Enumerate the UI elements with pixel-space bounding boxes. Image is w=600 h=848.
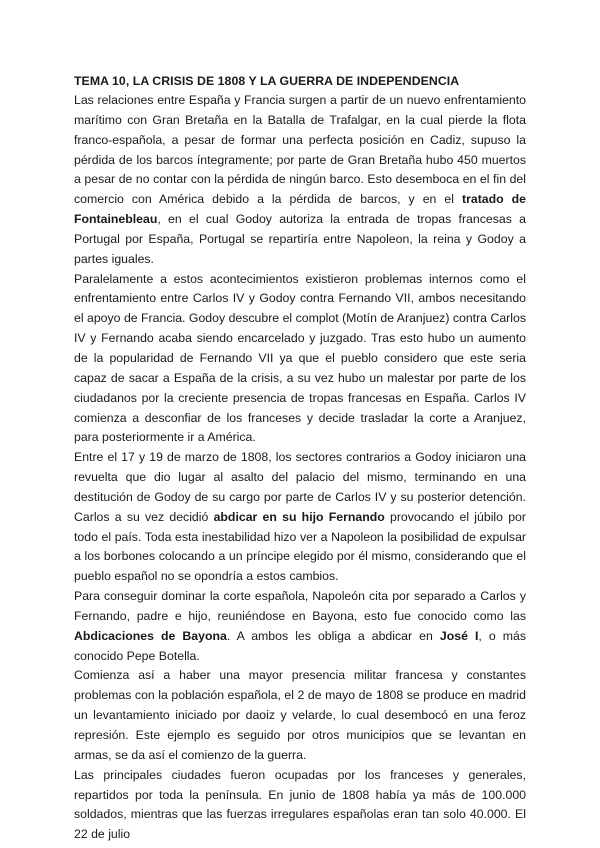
paragraph-march-1808: [74, 448, 526, 587]
paragraph-internal-problems: Paralelamente a estos acontecimientos existieron problemas internos como el enfrentamiento entre Carlos IV y Godoy contra Fernando VII, ambos necesitando el apoyo de Francia. Godoy descubre el complot (Motín de Aranjuez) contra Carlos IV y Fernando acaba siendo encarcelado y juzgado. Tras esto hubo un aumento de la popularidad de Fernando VII ya que el pueblo considero que este seria capaz de sacar a España de la crisis, a su vez hubo un malestar por parte de los ciudadanos por la creciente presencia de tropas francesas en España. Carlos IV comienza a desconfiar de los franceses y decide trasladar la corte a Aranjuez, para posteriormente ir a América.: [74, 271, 526, 445]
paragraph-text: , en el cual Godoy autoriza la entrada de tropas francesas a Portugal por España, Portugal se repartiría entre Napoleon, la reina y Godoy a partes iguales.: [74, 212, 526, 266]
paragraph-bayona: [74, 587, 526, 666]
bold-term-abdicaciones: Abdicaciones de Bayona: [74, 628, 227, 643]
paragraph-2-mayo: Comienza así a haber una mayor presencia militar francesa y constantes problemas con la población española, el 2 de mayo de 1808 se produce en madrid un levantamiento iniciado por daoiz y velarde, lo cual desembocó en una feroz represión. Este ejemplo es seguido por otros municipios que se levantan en armas, se da así el comienzo de la guerra.: [74, 668, 526, 762]
paragraph-text: . A ambos les obliga a abdicar en: [226, 628, 440, 643]
document-title: TEMA 10, LA CRISIS DE 1808 Y LA GUERRA DE INDEPENDENCIA: [74, 74, 460, 88]
paragraph-text: Entre el 17 y 19 de marzo de 1808, los sectores contrarios a Godoy iniciaron una revuelta que dio lugar al asalto del palacio del mismo, terminando en una destitución de Godoy de su cargo por parte de Carlos IV y su posterior detención. Carlos a su vez decidió: [74, 450, 526, 524]
bold-term-fontainebleau: tratado de Fontainebleau: [74, 192, 527, 227]
bold-term-abdicar: abdicar en su hijo Fernando: [213, 509, 385, 524]
paragraph-text: , o más conocido Pepe Botella.: [74, 628, 526, 663]
paragraph-ciudades: Las principales ciudades fueron ocupadas por los franceses y generales, repartidos por toda la península. En junio de 1808 había ya más de 100.000 soldados, mientras que las fuerzas irregulares españolas eran tan solo 40.000. El 22 de julio: [74, 767, 526, 842]
paragraph-text: provocando el júbilo por todo el país. Toda esta inestabilidad hizo ver a Napoleon la posibilidad de expulsar a los borbones colocando a un príncipe elegido por él mismo, considerando que el pueblo español no se opondría a estos cambios.: [74, 509, 526, 584]
paragraph-trafalgar: [74, 91, 526, 270]
paragraph-text: Las relaciones entre España y Francia surgen a partir de un nuevo enfrentamiento marítimo con Gran Bretaña en la Batalla de Trafalgar, en la cual pierde la flota franco-española, a pesar de formar una perfecta posición en Cadiz, supuso la pérdida de los barcos íntegramente; por parte de Gran Bretaña hubo 450 muertos a pesar de no contar con la pérdida de ningún barco. Esto desemboca en el fin del comercio con América debido a la pérdida de barcos, y en el: [74, 93, 526, 207]
bold-term-jose-i: José I: [439, 628, 479, 643]
paragraph-text: Para conseguir dominar la corte española, Napoleón cita por separado a Carlos y Fernando, padre e hijo, reuniéndose en Bayona, esto fue conocido como las: [74, 589, 526, 623]
